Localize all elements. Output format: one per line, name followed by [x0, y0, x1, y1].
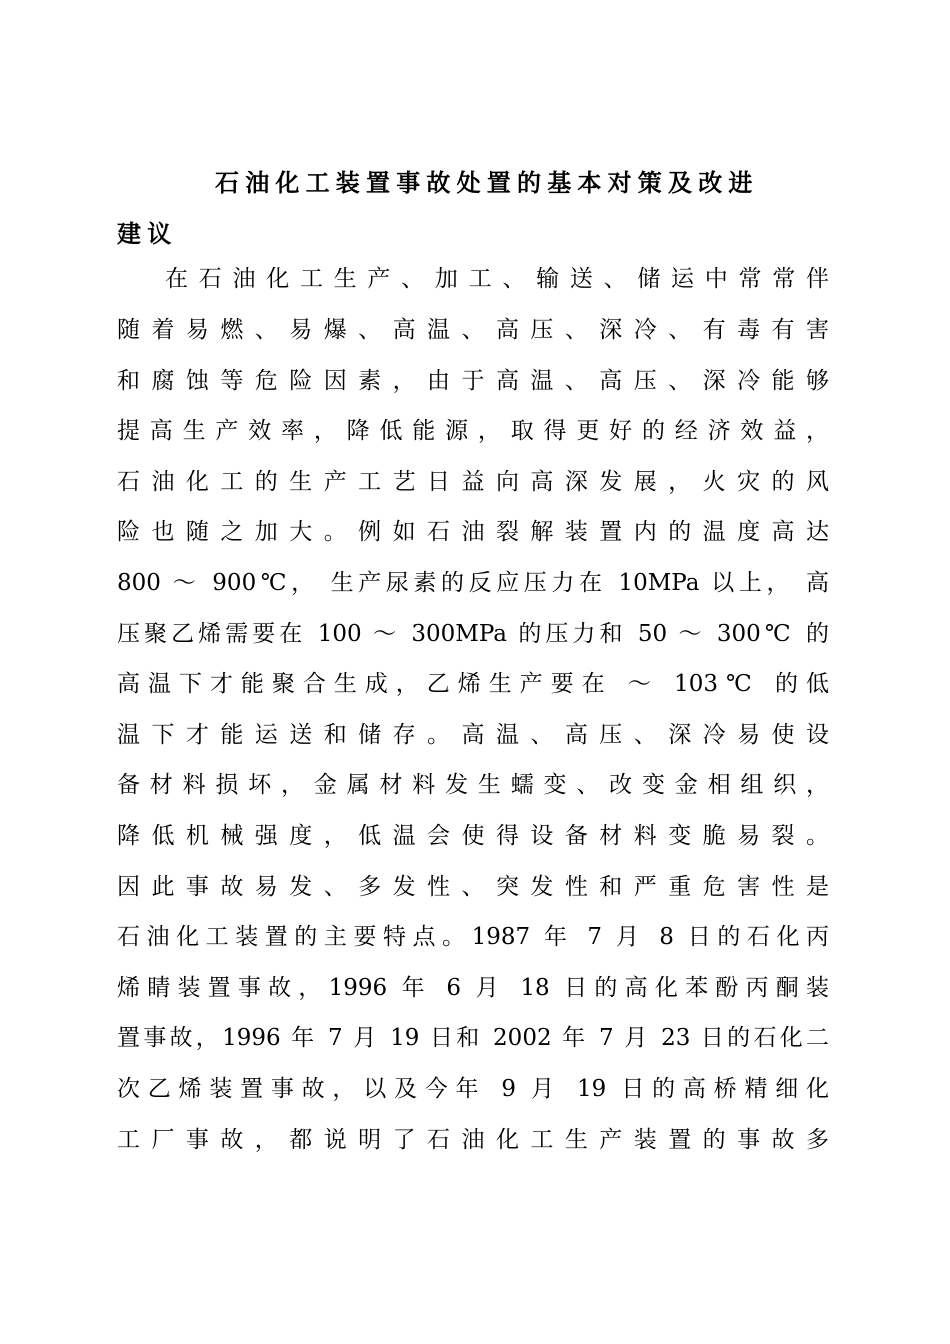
body-line: 次乙烯装置事故，以及今年 9 月 19 日的高桥精细化	[117, 1076, 829, 1102]
document-title-line-1: 石油化工装置事故处置的基本对策及改进	[215, 168, 759, 197]
body-line: 因此事故易发、多发性、突发性和严重危害性是	[117, 874, 829, 900]
body-line: 温下才能运送和储存。高温、高压、深冷易使设	[117, 722, 829, 748]
document-title-line-2: 建议	[117, 219, 178, 248]
body-line: 和腐蚀等危险因素，由于高温、高压、深冷能够	[117, 368, 829, 394]
body-line: 800 ～ 900℃， 生产尿素的反应压力在 10MPa 以上， 高	[117, 570, 829, 596]
body-line: 在石油化工生产、加工、输送、储运中常常伴	[165, 266, 829, 292]
body-line: 降低机械强度，低温会使得设备材料变脆易裂。	[117, 823, 829, 849]
body-line: 随着易燃、易爆、高温、高压、深冷、有毒有害	[117, 317, 829, 343]
body-line: 石油化工的生产工艺日益向高深发展，火灾的风	[117, 469, 829, 495]
body-line: 烯睛装置事故，1996 年 6 月 18 日的高化苯酚丙酮装	[117, 975, 829, 1001]
body-line: 压聚乙烯需要在 100 ～ 300MPa 的压力和 50 ～ 300℃ 的	[117, 621, 829, 647]
body-line: 险也随之加大。例如石油裂解装置内的温度高达	[117, 519, 829, 545]
body-line: 工厂事故，都说明了石油化工生产装置的事故多	[117, 1127, 829, 1153]
body-line: 提高生产效率，降低能源，取得更好的经济效益，	[117, 418, 829, 444]
body-line: 石油化工装置的主要特点。1987 年 7 月 8 日的石化丙	[117, 924, 829, 950]
body-line: 高温下才能聚合生成，乙烯生产要在 ～ 103℃ 的低	[117, 671, 829, 697]
body-line: 备材料损坏，金属材料发生蠕变、改变金相组织，	[117, 772, 829, 798]
body-line: 置事故，1996 年 7 月 19 日和 2002 年 7 月 23 日的石化二	[117, 1025, 829, 1051]
